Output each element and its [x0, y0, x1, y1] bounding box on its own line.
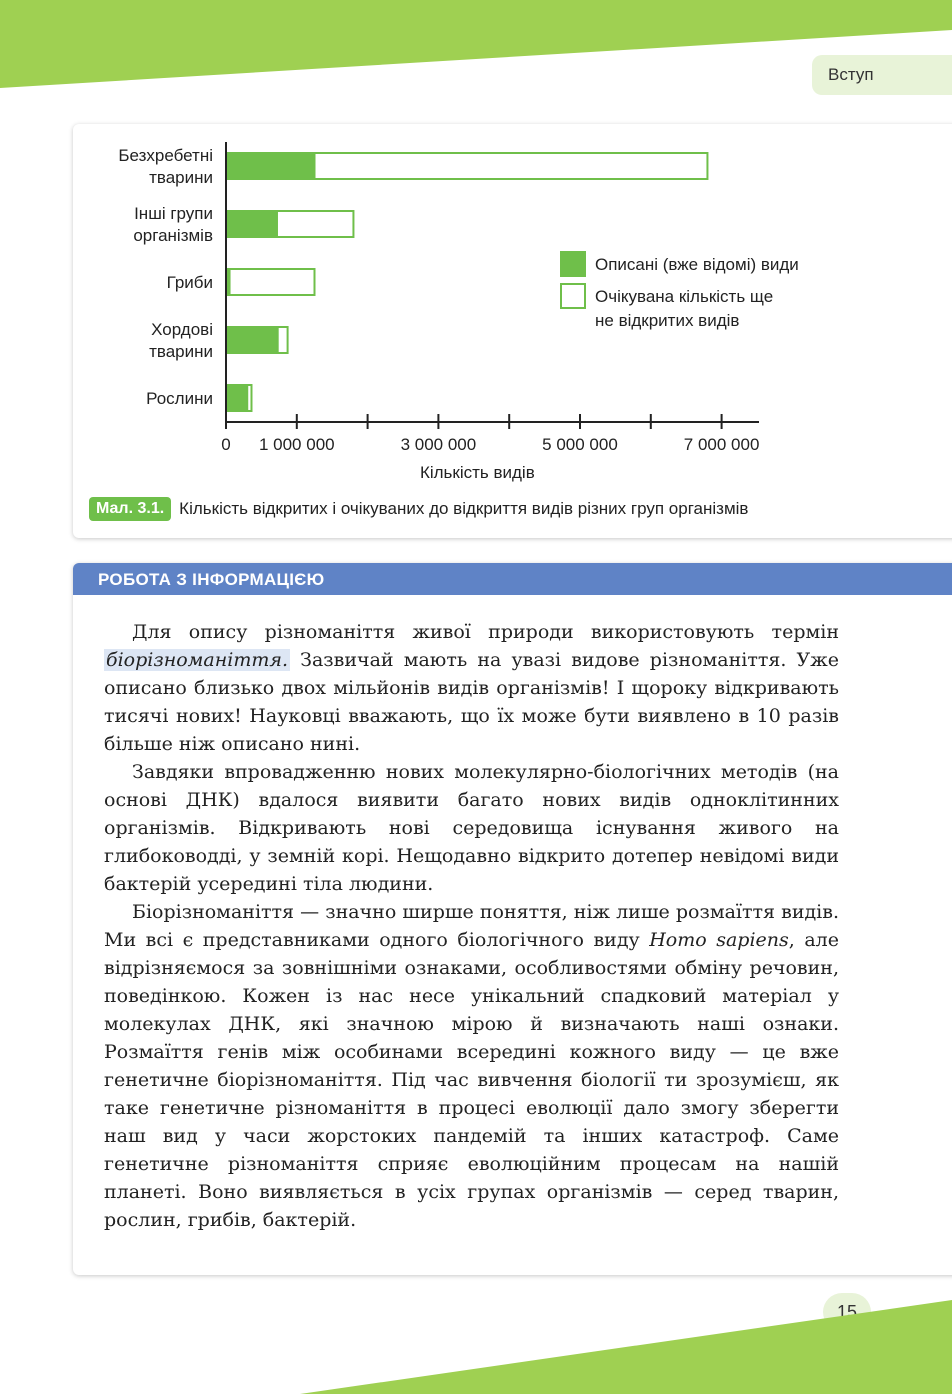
bar-expected	[247, 385, 251, 411]
legend-label: Очікувана кількість ще	[595, 287, 774, 306]
figure-caption	[89, 496, 748, 522]
paragraph-text: Для опису різноманіття живої природи використовують термін	[132, 621, 839, 643]
bar-expected	[277, 211, 353, 237]
paragraph-text: Біорізноманіття — значно ширше поняття, ніж лише розмаїття видів. Ми всі є представниками одного біологічного виду	[104, 901, 839, 951]
bar-chart	[73, 124, 952, 494]
section-tab: Вступ	[812, 55, 952, 95]
category-label: тварини	[149, 168, 213, 187]
bar-described	[226, 385, 247, 411]
latin-name: Homo sapiens	[649, 929, 789, 951]
category-label: Рослини	[146, 389, 213, 408]
info-box	[73, 563, 952, 1275]
figure-caption-text: Кількість відкритих і очікуваних до відкриття видів різних груп організмів	[179, 499, 749, 518]
category-label: Гриби	[166, 273, 213, 292]
category-label: Інші групи	[134, 204, 213, 223]
x-axis-label: Кількість видів	[419, 463, 535, 482]
bar-described	[226, 153, 315, 179]
paragraph	[104, 618, 839, 758]
paragraph	[104, 898, 839, 1234]
legend-label: не відкритих видів	[595, 311, 740, 330]
legend-swatch	[561, 284, 585, 308]
info-box-header: РОБОТА З ІНФОРМАЦІЄЮ	[73, 563, 952, 595]
figure-card	[73, 124, 952, 538]
x-tick-label: 7 000 000	[683, 435, 760, 454]
info-box-body	[104, 618, 839, 1234]
bar-expected	[230, 269, 315, 295]
paragraph-text: , але відрізняємося за зовнішніми ознаками, особливостями обміну речовин, поведінкою. Кожен із нас несе унікальний спадковий матеріал у молекулах ДНК, які значною мірою й визначають наші ознаки. Розмаїття генів між особинами всередині кожного виду — це вже генетичне біорізноманіття. Під час вивчення біології ти зрозумієш, як таке генетичне різноманіття в процесі еволюції дало змогу зберегти наш вид у часи жорстоких пандемій та інших катастроф. Саме генетичне різноманіття сприяє еволюційним процесам на нашій планеті. Воно виявляється в усіх групах організмів — серед тварин, рослин, грибів, бактерій.	[104, 929, 839, 1231]
category-label: організмів	[133, 226, 213, 245]
legend-label: Описані (вже відомі) види	[595, 255, 799, 274]
bar-expected	[278, 327, 288, 353]
category-label: тварини	[149, 342, 213, 361]
figure-label: Мал. 3.1.	[89, 497, 171, 521]
x-tick-label: 1 000 000	[258, 435, 335, 454]
category-label: Безхребетні	[118, 146, 213, 165]
bar-expected	[315, 153, 708, 179]
category-label: Хордові	[151, 320, 213, 339]
legend-swatch	[561, 252, 585, 276]
x-tick-label: 5 000 000	[542, 435, 618, 454]
bottom-decorative-band	[0, 1300, 952, 1394]
paragraph: Завдяки впровадженню нових молекулярно-біологічних методів (на основі ДНК) вдалося виявити багато нових видів одноклітинних організмів. Відкривають нові середовища існування живого на глибоководді, у земній корі. Нещодавно відкрито дотепер невідомі види бактерій усередині тіла людини.	[104, 761, 839, 895]
x-tick-label: 0	[221, 435, 231, 454]
bar-described	[226, 327, 278, 353]
paragraph-text: Зазвичай мають на увазі видове різноманіття. Уже описано близько двох мільйонів видів організмів! І щороку відкривають тисячі нових! Науковці вважають, що їх може бути виявлено в 10 разів більше ніж описано нині.	[104, 649, 839, 755]
x-tick-label: 3 000 000	[400, 435, 477, 454]
bar-described	[226, 211, 277, 237]
page-number: 15	[823, 1293, 871, 1331]
top-decorative-band	[0, 0, 952, 90]
highlighted-term: біорізноманіття.	[106, 649, 288, 671]
